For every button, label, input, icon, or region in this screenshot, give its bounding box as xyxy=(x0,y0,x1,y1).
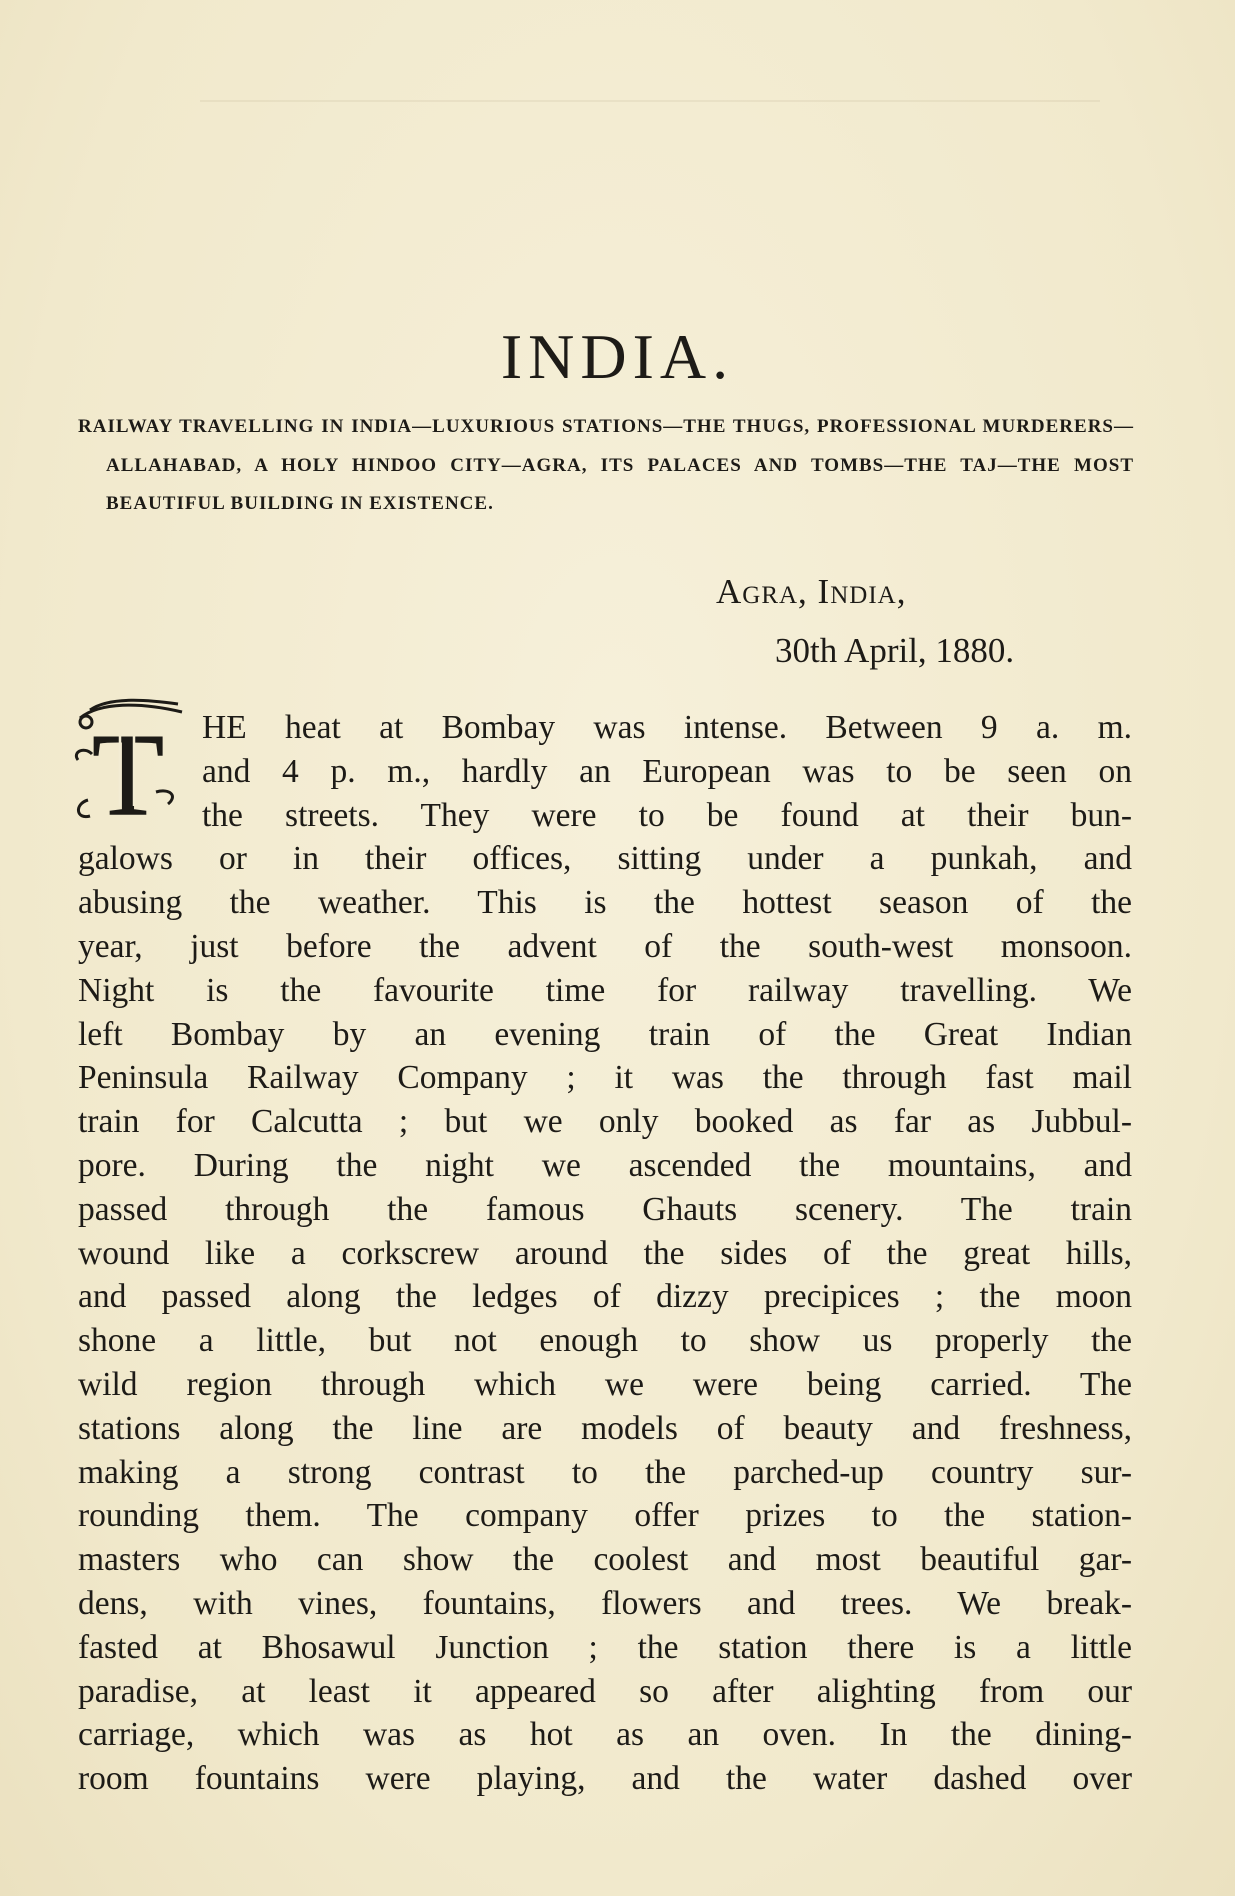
body-line: stations along the line are models of beauty and freshness, xyxy=(78,1409,1132,1447)
body-text xyxy=(78,706,1132,1801)
dateline-place: Agra, India, xyxy=(716,572,907,611)
body-line: room fountains were playing, and the water dashed over xyxy=(78,1760,1132,1798)
body-line: HE heat at Bombay was intense. Between 9 a. m. xyxy=(202,709,1132,746)
chapter-summary: RAILWAY TRAVELLING IN INDIA—LUXURIOUS STATIONS—THE THUGS, PROFESSIONAL MURDERERS—ALLAHABAD, A HOLY HINDOO CITY—AGRA, ITS PALACES AND TOMBS—THE TAJ—THE MOST BEAUTIFUL BUILDING IN EXISTENCE. xyxy=(78,416,1134,514)
body-line: left Bombay by an evening train of the Great Indian xyxy=(78,1015,1132,1053)
body-line: shone a little, but not enough to show us properly the xyxy=(78,1322,1132,1360)
body-line: pore. During the night we ascended the mountains, and xyxy=(78,1146,1132,1184)
body-line: and passed along the ledges of dizzy precipices ; the moon xyxy=(78,1278,1132,1316)
body-line: passed through the famous Ghauts scenery. The train xyxy=(78,1190,1132,1228)
body-line: year, just before the advent of the south-west monsoon. xyxy=(78,927,1132,965)
body-line: masters who can show the coolest and most beautiful gar- xyxy=(78,1541,1132,1579)
body-line: train for Calcutta ; but we only booked as far as Jubbul- xyxy=(78,1103,1132,1141)
body-line: galows or in their offices, sitting under a punkah, and xyxy=(78,840,1132,878)
body-line: Peninsula Railway Company ; it was the through fast mail xyxy=(78,1059,1132,1097)
body-line: dens, with vines, fountains, flowers and trees. We break- xyxy=(78,1584,1132,1622)
dateline-date: 30th April, 1880. xyxy=(775,631,1015,670)
body-line: rounding them. The company offer prizes to the station- xyxy=(78,1497,1132,1535)
body-line: abusing the weather. This is the hottest season of the xyxy=(78,884,1132,922)
body-line: wild region through which we were being carried. The xyxy=(78,1365,1132,1403)
drop-cap-letter: T xyxy=(91,709,165,830)
show-through-bleed xyxy=(200,100,1100,110)
chapter-title: INDIA. xyxy=(500,320,735,392)
body-line: the streets. They were to be found at their bun- xyxy=(202,796,1132,834)
body-line: wound like a corkscrew around the sides of the great hills, xyxy=(78,1234,1132,1272)
body-line: and 4 p. m., hardly an European was to be seen on xyxy=(202,752,1132,790)
body-line: making a strong contrast to the parched-up country sur- xyxy=(78,1453,1132,1491)
body-line: paradise, at least it appeared so after alighting from our xyxy=(78,1672,1132,1710)
body-line: fasted at Bhosawul Junction ; the station there is a little xyxy=(78,1628,1132,1666)
body-line: carriage, which was as hot as an oven. In the dining- xyxy=(78,1716,1132,1754)
body-line: Night is the favourite time for railway travelling. We xyxy=(78,971,1132,1009)
